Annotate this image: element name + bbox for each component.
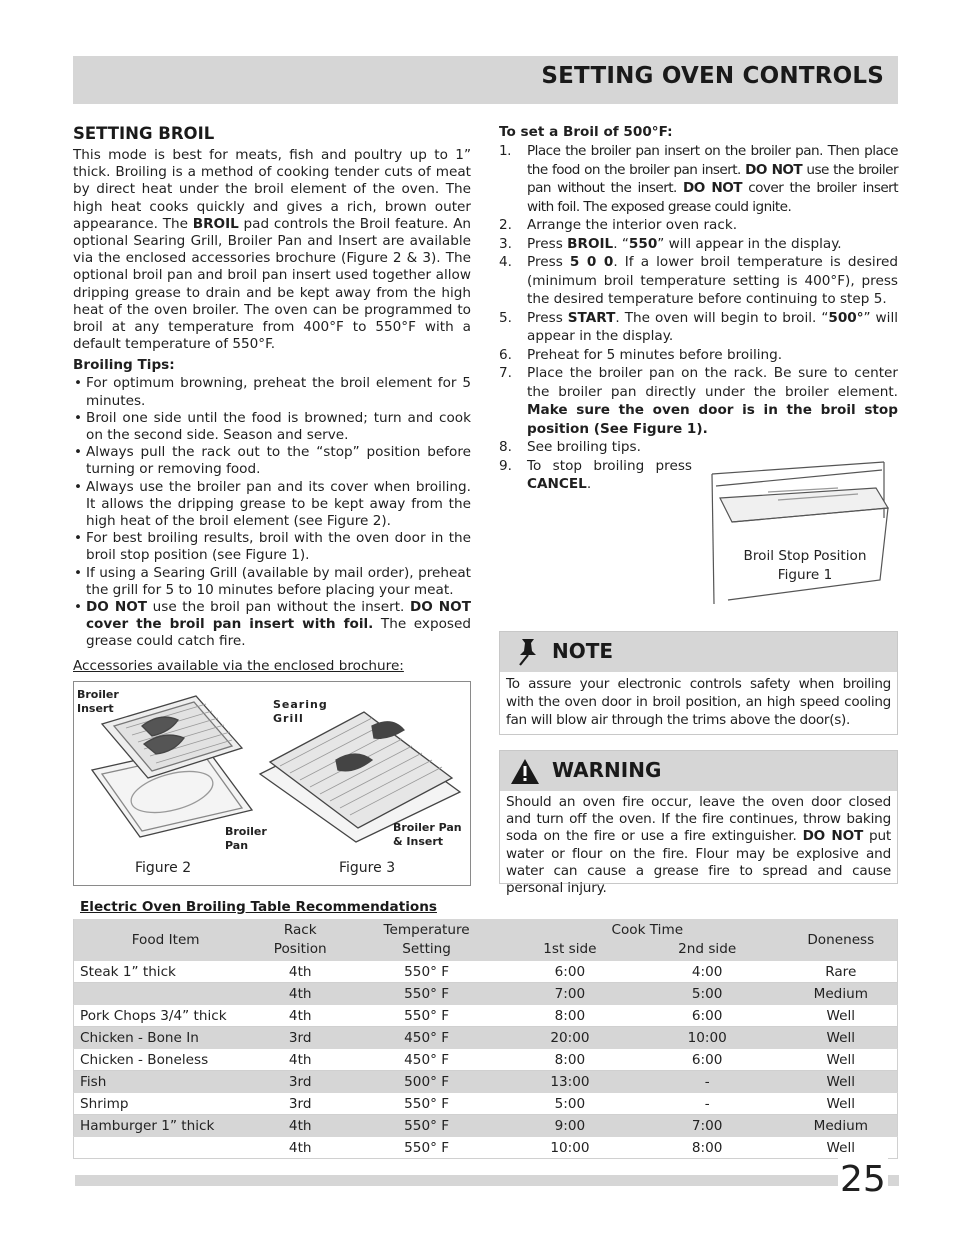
section-title: SETTING BROIL xyxy=(73,124,215,143)
table-cell: 10:00 xyxy=(510,1137,630,1159)
table-cell: 3rd xyxy=(257,1027,343,1049)
table-cell: Well xyxy=(785,1071,898,1093)
table-cell: Medium xyxy=(785,1115,898,1137)
bullet-icon: • xyxy=(74,375,83,392)
tip-item: • Always pull the rack out to the “stop” position before turning or removing food. xyxy=(74,444,471,478)
label-broiler-insert: Broiler Insert xyxy=(77,688,119,715)
warning-title: WARNING xyxy=(552,758,662,782)
warning-header xyxy=(500,751,897,791)
page-number: 25 xyxy=(840,1159,886,1200)
bullet-icon: • xyxy=(74,444,83,461)
tip-item: • If using a Searing Grill (available by mail order), preheat the grill for 5 to 10 minutes before placing your meat. xyxy=(74,564,471,598)
label-broiler-pan-insert: Broiler Pan & Insert xyxy=(393,821,462,848)
step-number: 6. xyxy=(499,346,512,363)
table-cell: 4th xyxy=(257,1049,343,1071)
step-item: 4. Press 5 0 0. If a lower broil temperature is desired (minimum broil temperature setting is 400°F), press the desired temperature before continuing to step 5. xyxy=(499,254,898,307)
step-number: 4. xyxy=(499,254,512,270)
step-number: 5. xyxy=(499,309,512,326)
step-item: 5. Press START. The oven will begin to broil. “500°” will appear in the display. xyxy=(499,309,898,344)
table-cell: 450° F xyxy=(343,1049,510,1071)
accessories-figure xyxy=(73,681,471,886)
step-item: 3. Press BROIL. “550” will appear in the display. xyxy=(499,235,842,252)
table-row xyxy=(74,1093,898,1115)
accessories-illustration xyxy=(74,682,470,885)
step-item: 7. Place the broiler pan on the rack. Be sure to center the broiler pan directly under the broiler element. Make sure the oven door is in the broil stop position (See Figure 1). xyxy=(499,365,898,437)
table-cell: Steak 1” thick xyxy=(74,961,258,983)
table-cell: 5:00 xyxy=(630,983,785,1005)
header-band xyxy=(73,56,898,104)
table-cell: - xyxy=(630,1071,785,1093)
table-cell: 550° F xyxy=(343,1137,510,1159)
table-cell: 550° F xyxy=(343,1093,510,1115)
note-header xyxy=(500,632,897,672)
steps-list xyxy=(499,142,898,494)
step-number: 7. xyxy=(499,365,512,381)
table-cell: Well xyxy=(785,1093,898,1115)
label-broiler-pan: Broiler Pan xyxy=(225,825,267,852)
step-number: 9. xyxy=(499,457,512,474)
table-cell: Hamburger 1” thick xyxy=(74,1115,258,1137)
table-cell: 4th xyxy=(257,1115,343,1137)
step-item: 8. See broiling tips. xyxy=(499,439,641,455)
bullet-icon: • xyxy=(74,599,83,616)
table-title: Electric Oven Broiling Table Recommendations xyxy=(80,899,437,915)
table-cell: 4th xyxy=(257,983,343,1005)
table-cell: 6:00 xyxy=(630,1049,785,1071)
step-number: 1. xyxy=(499,143,511,159)
tip-item: • Broil one side until the food is browned; turn and cook on the second side. Season and serve. xyxy=(74,409,471,444)
tip-item: • For best broiling results, broil with the oven door in the broil stop position (see Figure 1). xyxy=(74,530,471,564)
table-cell: 13:00 xyxy=(510,1071,630,1093)
warning-icon xyxy=(510,758,540,786)
table-cell: 6:00 xyxy=(630,1005,785,1027)
figure-3-caption: Figure 3 xyxy=(339,860,396,876)
header-rack-position: Rack Position xyxy=(257,919,343,961)
table-cell: Pork Chops 3/4” thick xyxy=(74,1005,258,1027)
tip-item: • Always use the broiler pan and its cover when broiling. It allows the dripping grease to be kept away from the high heat of the broil element (see Figure 2). xyxy=(74,478,471,530)
intro-paragraph: This mode is best for meats, fish and poultry up to 1” thick. Broiling is a method of cooking tender cuts of meat by direct heat under the broil element of the oven. The high heat cooks quickly and gives a rich, brown outer appearance. The BROIL pad controls the Broil feature. An optional Searing Grill, Broiler Pan and Insert are available via the enclosed accessories brochure (Figure 2 & 3). The optional broil pan and broil pan insert used together allow dripping grease to drain and be kept away from the high heat of the oven broiler. The oven can be programmed to broil at any temperature from 400°F to 550°F with a default temperature of 550°F. xyxy=(73,147,472,353)
table-row xyxy=(74,1049,898,1071)
figure-2-caption: Figure 2 xyxy=(135,860,192,876)
page-title: SETTING OVEN CONTROLS xyxy=(541,63,884,89)
steps-title: To set a Broil of 500°F: xyxy=(499,124,673,140)
step-item: 1. Place the broiler pan insert on the broiler pan. Then place the food on the broiler pan insert. DO NOT use the broiler pan without the insert. DO NOT cover the broiler insert with foil. The exposed grease could ignite. xyxy=(499,143,898,215)
header-temperature: Temperature Setting xyxy=(343,919,510,961)
step-item: 6. Preheat for 5 minutes before broiling. xyxy=(499,346,783,363)
header-cook-time: Cook Time xyxy=(510,919,785,940)
table-cell: Well xyxy=(785,1049,898,1071)
table-cell: 8:00 xyxy=(510,1005,630,1027)
table-cell: Well xyxy=(785,1027,898,1049)
table-body xyxy=(74,961,898,1159)
header-food-item: Food Item xyxy=(74,919,258,961)
table-cell: 550° F xyxy=(343,1005,510,1027)
tips-list xyxy=(73,375,471,650)
table-cell: 6:00 xyxy=(510,961,630,983)
table-cell: 4:00 xyxy=(630,961,785,983)
bullet-icon: • xyxy=(74,564,83,581)
bullet-icon: • xyxy=(74,530,83,547)
table-cell xyxy=(74,983,258,1005)
note-body: To assure your electronic controls safety when broiling with the oven door in broil position, an high speed cooling fan will blow air through the trims above the door(s). xyxy=(506,676,891,728)
table-row xyxy=(74,1071,898,1093)
table-cell: Shrimp xyxy=(74,1093,258,1115)
step-number: 2. xyxy=(499,217,512,233)
tips-title: Broiling Tips: xyxy=(73,357,175,374)
figure-1-caption: Broil Stop Position Figure 1 xyxy=(743,548,867,583)
pushpin-icon xyxy=(514,637,542,667)
table-cell: Chicken - Boneless xyxy=(74,1049,258,1071)
table-cell: - xyxy=(630,1093,785,1115)
header-second-side: 2nd side xyxy=(630,940,785,961)
table-row xyxy=(74,983,898,1005)
tip-item: • DO NOT use the broil pan without the insert. DO NOT cover the broil pan insert with foil. The exposed grease could catch fire. xyxy=(74,599,471,650)
bullet-icon: • xyxy=(74,478,83,495)
table-cell: Well xyxy=(785,1005,898,1027)
table-cell: 4th xyxy=(257,1137,343,1159)
table-cell: 10:00 xyxy=(630,1027,785,1049)
table-cell: 7:00 xyxy=(630,1115,785,1137)
table-cell: 500° F xyxy=(343,1071,510,1093)
step-item: 2. Arrange the interior oven rack. xyxy=(499,217,738,233)
tip-item: • For optimum browning, preheat the broil element for 5 minutes. xyxy=(74,375,471,409)
step-number: 3. xyxy=(499,235,512,252)
right-column xyxy=(499,124,898,494)
table-cell: 550° F xyxy=(343,961,510,983)
table-cell: 8:00 xyxy=(510,1049,630,1071)
header-first-side: 1st side xyxy=(510,940,630,961)
table-cell: Medium xyxy=(785,983,898,1005)
table-cell: 5:00 xyxy=(510,1093,630,1115)
table-cell xyxy=(74,1137,258,1159)
bullet-icon: • xyxy=(74,409,83,426)
step-number: 8. xyxy=(499,439,512,455)
table-cell: 550° F xyxy=(343,983,510,1005)
table-cell: 8:00 xyxy=(630,1137,785,1159)
warning-body: Should an oven fire occur, leave the oven door closed and turn off the oven. If the fire continues, throw baking soda on the fire or use a fire extinguisher. DO NOT put water or flour on the fire. Flour may be explosive and water can cause a grease fire to spread and cause personal injury. xyxy=(506,794,891,897)
table-cell: Fish xyxy=(74,1071,258,1093)
header-doneness: Doneness xyxy=(785,919,898,961)
footer-bar xyxy=(75,1175,899,1186)
table-cell: Chicken - Bone In xyxy=(74,1027,258,1049)
table-cell: 7:00 xyxy=(510,983,630,1005)
table-row xyxy=(74,1115,898,1137)
table-cell: 4th xyxy=(257,961,343,983)
note-title: NOTE xyxy=(552,639,614,663)
table-row xyxy=(74,1137,898,1159)
table-cell: 3rd xyxy=(257,1071,343,1093)
accessories-link: Accessories available via the enclosed brochure: xyxy=(73,657,404,674)
step-item: 9. To stop broiling press CANCEL. xyxy=(499,457,692,492)
left-column xyxy=(73,124,471,675)
table-cell: 20:00 xyxy=(510,1027,630,1049)
table-row xyxy=(74,961,898,983)
table-row xyxy=(74,1027,898,1049)
broiling-table xyxy=(73,919,898,1159)
table-cell: 4th xyxy=(257,1005,343,1027)
note-box xyxy=(499,631,898,735)
label-searing-grill: Searing Grill xyxy=(273,698,328,725)
table-cell: Well xyxy=(785,1137,898,1159)
table-cell: Rare xyxy=(785,961,898,983)
table-cell: 9:00 xyxy=(510,1115,630,1137)
table-cell: 450° F xyxy=(343,1027,510,1049)
table-cell: 550° F xyxy=(343,1115,510,1137)
warning-box xyxy=(499,750,898,897)
table-cell: 3rd xyxy=(257,1093,343,1115)
table-row xyxy=(74,1005,898,1027)
